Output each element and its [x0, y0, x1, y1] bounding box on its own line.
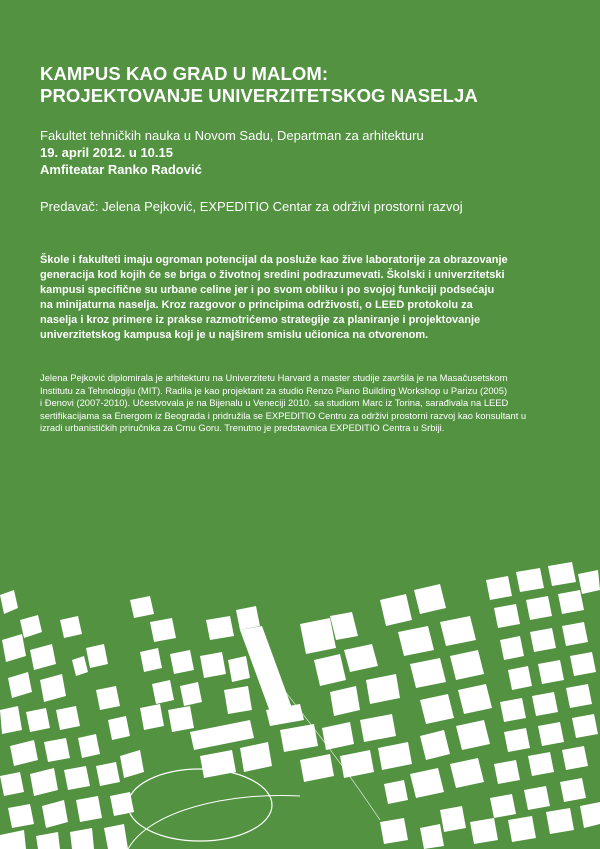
event-datetime: 19. april 2012. u 10.15	[40, 145, 173, 160]
bio-line: i Đenovi (2007-2010). Učestvovala je na Bijenalu u Veneciji 2010. sa studiom Marc iz Torina, sarađivala na LEED	[40, 397, 509, 408]
abstract-line: kampusi specifične su urbane celine jer i po svom obliku i po svojoj funkciji podsećaju	[40, 284, 495, 296]
campus-site-plan	[0, 560, 600, 849]
abstract-line: na minijaturna naselja. Kroz razgovor o principima održivosti, o LEED protokolu za	[40, 299, 473, 311]
abstract-line: univerzitetskog kampusa koji je u najširem smislu učionica na otvorenom.	[40, 329, 429, 341]
event-institution: Fakultet tehničkih nauka u Novom Sadu, Departman za arhitekturu	[40, 128, 424, 143]
lecturer-bio	[40, 372, 570, 435]
abstract-paragraph	[40, 253, 568, 343]
title-line-1: KAMPUS KAO GRAD U MALOM:	[40, 63, 329, 84]
lecturer-line: Predavač: Jelena Pejković, EXPEDITIO Centar za održivi prostorni razvoj	[40, 199, 463, 214]
bio-line: Institutu za Tehnologiju (MIT). Radila je kao projektant za studio Renzo Piano Building Workshop u Parizu (2005)	[40, 384, 508, 396]
event-venue: Amfiteatar Ranko Radović	[40, 162, 202, 177]
bio-line: sertifikacijama sa Energom iz Beograda i pridružila se EXPEDITIO Centru za održivi prostorni razvoj kao konsultant u	[40, 409, 527, 421]
bio-line: Jelena Pejković diplomirala je arhitekturu na Univerzitetu Harvard a master studije završila je na Masačusetskom	[40, 372, 508, 383]
abstract-line: naselja i kroz primere iz prakse razmotrićemo strategije za planiranje i projektovanje	[40, 314, 481, 326]
abstract-line: generacija kod kojih će se briga o životnoj sredini podrazumevati. Školski i univerzitetski	[40, 269, 505, 281]
bio-line: izradi urbanističkih priručnika za Crnu Goru. Trenutno je predstavnica EXPEDITIO Centra u Srbiji.	[40, 422, 445, 433]
abstract-line: Škole i fakulteti imaju ogroman potencijal da posluže kao žive laboratorije za obrazovanje	[40, 254, 508, 266]
poster-title	[40, 63, 478, 107]
event-details	[40, 127, 424, 178]
title-line-2: PROJEKTOVANJE UNIVERZITETSKOG NASELJA	[40, 85, 478, 106]
